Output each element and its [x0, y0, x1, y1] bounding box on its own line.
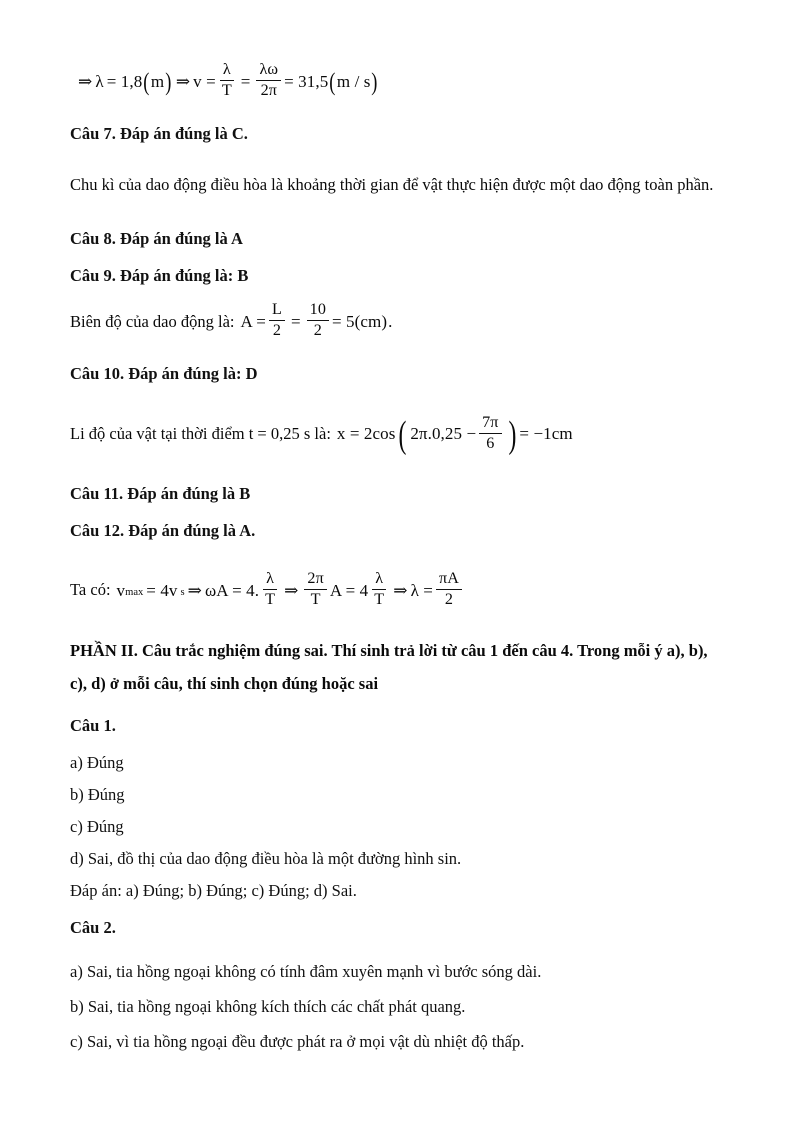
- body-cau-7: Chu kì của dao động điều hòa là khoảng thời gian để vật thực hiện được một dao động toàn phần.: [70, 174, 714, 194]
- fraction-denominator: 2: [444, 590, 454, 608]
- equation-wavelength-row: [70, 571, 728, 610]
- omega-a-term: ωA = 4.: [205, 580, 260, 600]
- heading-cau-11: Câu 11. Đáp án đúng là B: [70, 483, 251, 503]
- equation-wavelength-lead: Ta có:: [70, 580, 111, 600]
- list-item-cau1-c: c) Đúng: [70, 816, 124, 836]
- fraction-numerator: λ: [263, 570, 277, 590]
- equation-displacement-lead: Li độ của vật tại thời điểm t = 0,25 s là:: [70, 423, 331, 443]
- fraction-lambda-over-T: [219, 61, 235, 100]
- fraction-denominator: T: [374, 590, 385, 608]
- list-item-cau1-d: d) Sai, đồ thị của dao động điều hòa là một đường hình sin.: [70, 848, 462, 868]
- heading-cau-8: Câu 8. Đáp án đúng là A: [70, 229, 243, 249]
- amplitude-label: A =: [240, 312, 266, 332]
- equation-amplitude-expression: [241, 302, 394, 341]
- fraction-lambda-omega-over-2pi: [256, 61, 281, 100]
- equation-wavelength-expression: [117, 571, 465, 610]
- list-item-cau1-a: a) Đúng: [70, 752, 124, 772]
- fraction-denominator: T: [265, 590, 276, 608]
- page-content: [70, 62, 728, 1059]
- heading-cau-10: Câu 10. Đáp án đúng là: D: [70, 364, 258, 384]
- lambda-value: = 1,8: [106, 72, 143, 92]
- heading-cau-2: Câu 2.: [70, 917, 116, 937]
- equation-wave-speed-expression: ⇒ λ = 1,8 ( m ) ⇒ v = $\frac{\lambda}{T}$ = $\frac{\lambda\omega}{2\pi}$ = 31,5 ( m / s ): [78, 61, 378, 100]
- fraction-numerator: λ: [372, 570, 386, 590]
- displacement-label: x = 2cos: [336, 424, 396, 444]
- heading-cau-9: Câu 9. Đáp án đúng là: B: [70, 266, 249, 286]
- fraction-10-over-2: [307, 301, 329, 340]
- fraction-denominator: 2: [313, 322, 322, 340]
- arrow-implies-2: ⇒: [175, 72, 191, 92]
- amplitude-result: = 5(cm): [332, 312, 388, 332]
- heading-cau-12: Câu 12. Đáp án đúng là A.: [70, 520, 256, 540]
- lambda-equals-label: λ =: [410, 580, 433, 600]
- answer-line-cau-1: Đáp án: a) Đúng; b) Đúng; c) Đúng; d) Sai.: [70, 880, 357, 900]
- list-item-cau2-b: b) Sai, tia hồng ngoại không kích thích các chất phát quang.: [70, 996, 466, 1016]
- equals-sign-1: =: [240, 72, 251, 92]
- arrow-implies-5: ⇒: [393, 580, 408, 600]
- list-item-cau2-c: c) Sai, vì tia hồng ngoại đều được phát ra ở mọi vật dù nhiệt độ thấp.: [70, 1031, 525, 1051]
- heading-phan-2: PHẦN II. Câu trắc nghiệm đúng sai. Thí sinh trả lời từ câu 1 đến câu 4. Trong mỗi ý a), b), c), d) ở mỗi câu, thí sinh chọn đúng hoặc sai: [70, 640, 708, 693]
- fraction-numerator: L: [269, 301, 285, 321]
- equation-amplitude-row: [70, 302, 728, 341]
- equation-displacement-row: [70, 413, 728, 457]
- fraction-piA-over-2: [436, 570, 462, 609]
- arrow-implies-1: ⇒: [78, 72, 93, 92]
- fraction-2pi-over-T: [304, 570, 326, 609]
- fraction-numerator: 7π: [479, 414, 501, 434]
- lambda-symbol-1: λ: [95, 72, 104, 92]
- fraction-numerator: λ: [220, 61, 234, 81]
- v-max-equals-term: = 4v: [146, 580, 178, 600]
- heading-cau-1: Câu 1.: [70, 715, 116, 735]
- unit-meters-per-second: m / s: [336, 72, 371, 92]
- heading-cau-7: Câu 7. Đáp án đúng là C.: [70, 124, 248, 144]
- fraction-lambda-over-T-3: [371, 570, 387, 609]
- fraction-denominator: T: [221, 82, 232, 100]
- displacement-inner-term: 2π.0,25 −: [410, 424, 477, 444]
- fraction-denominator: 2: [272, 322, 282, 340]
- list-item-cau2-a: a) Sai, tia hồng ngoại không có tính đâm xuyên mạnh vì bước sóng dài.: [70, 961, 542, 981]
- equation-wave-speed: [70, 62, 728, 101]
- unit-meter: m: [150, 72, 165, 92]
- fraction-7pi-over-6: [479, 414, 501, 453]
- arrow-implies-3: ⇒: [187, 580, 203, 600]
- velocity-label: v =: [193, 72, 216, 92]
- fraction-denominator: T: [310, 590, 321, 608]
- v-s-subscript: s: [180, 587, 185, 599]
- fraction-denominator: 2π: [260, 82, 277, 100]
- v-max-symbol: v: [116, 580, 126, 600]
- a-equals-term: A = 4: [329, 580, 369, 600]
- velocity-result: = 31,5: [284, 72, 329, 92]
- fraction-L-over-2: [269, 301, 285, 340]
- period-mark: .: [388, 312, 393, 332]
- fraction-denominator: 6: [486, 434, 495, 452]
- equals-sign-2: =: [290, 312, 301, 332]
- v-max-subscript: max: [125, 587, 144, 599]
- fraction-numerator: πA: [436, 570, 462, 590]
- list-item-cau1-b: b) Đúng: [70, 784, 125, 804]
- fraction-numerator: λω: [256, 61, 281, 81]
- arrow-implies-4: ⇒: [284, 580, 299, 600]
- displacement-result: = −1cm: [519, 424, 573, 444]
- equation-amplitude-lead: Biên độ của dao động là:: [70, 311, 235, 331]
- equation-displacement-expression: x = 2cos ( 2π.0,25 − $\frac{7\pi}{6}$ ) = −1cm: [336, 413, 573, 457]
- fraction-numerator: 2π: [304, 570, 326, 590]
- fraction-numerator: 10: [307, 301, 329, 321]
- fraction-lambda-over-T-2: [262, 570, 278, 609]
